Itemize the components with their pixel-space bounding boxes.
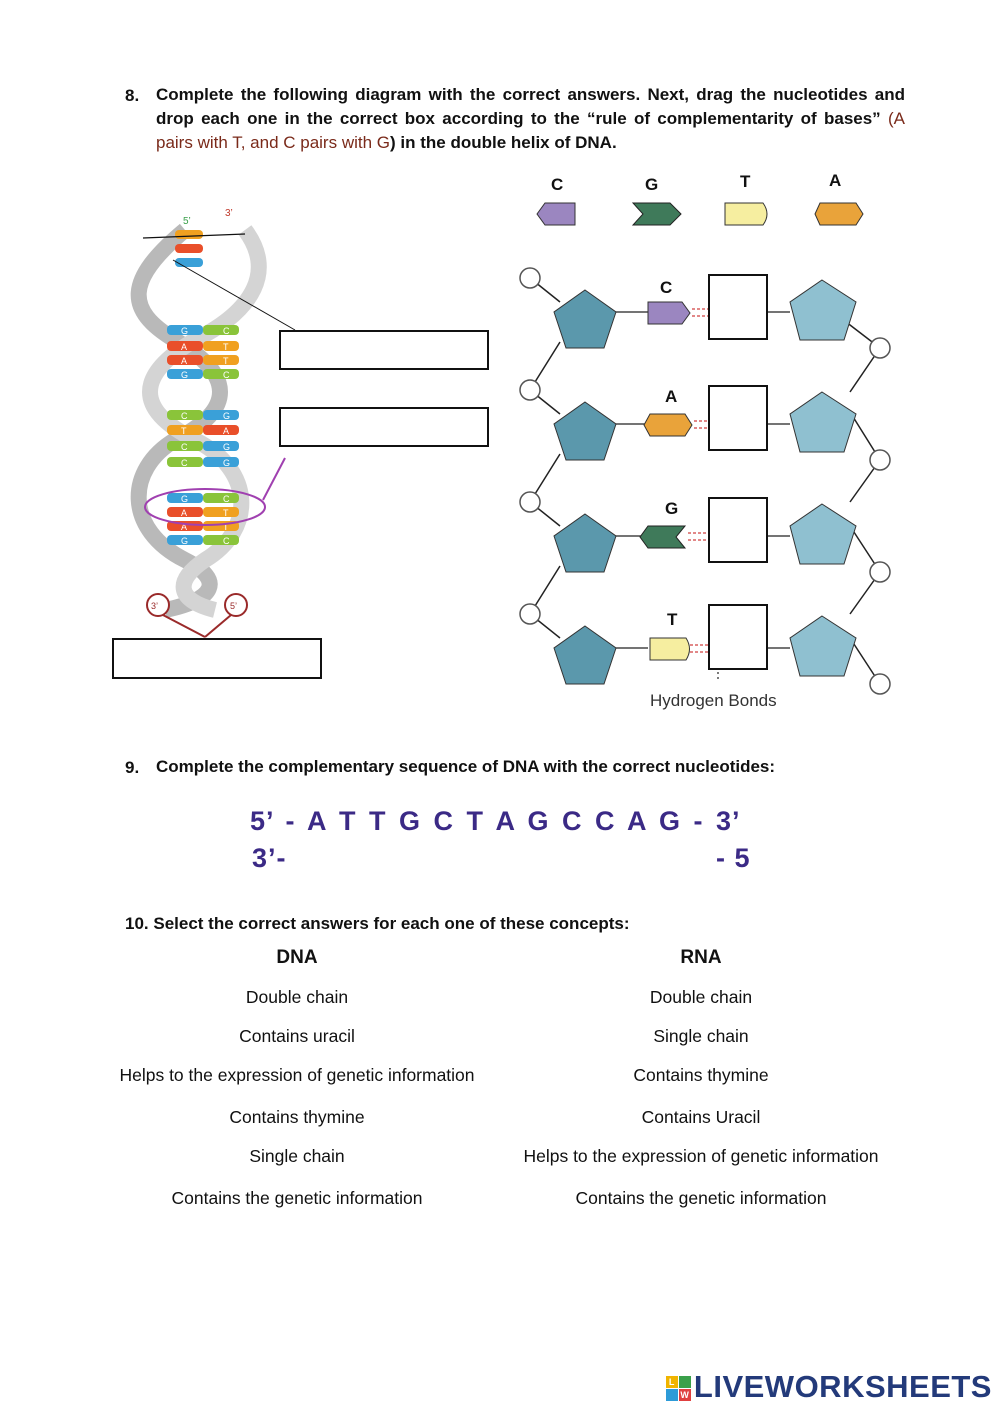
helix-answer-box-2[interactable]	[279, 407, 489, 447]
q8-number: 8.	[125, 86, 140, 105]
helix-base-letter: C	[223, 536, 230, 546]
drop-box-2[interactable]	[708, 385, 768, 451]
helix-base	[175, 230, 203, 239]
helix-base-letter: G	[181, 494, 189, 504]
helix-base-letter: G	[181, 536, 189, 546]
helix-base	[203, 493, 239, 503]
dna-option[interactable]: Helps to the expression of genetic information	[119, 1065, 475, 1085]
palette-label-g: G	[645, 175, 659, 194]
helix-label-5prime: 5’	[183, 216, 191, 227]
draggable-nucleotide-t[interactable]	[725, 203, 767, 225]
ladder-nucleotide-g	[640, 526, 685, 548]
helix-base	[203, 410, 239, 420]
helix-base	[203, 535, 239, 545]
helix-end-label: 5’	[230, 601, 238, 611]
dna-option[interactable]: Contains thymine	[229, 1107, 365, 1127]
q8-instructions	[156, 83, 905, 155]
palette-label-c: C	[551, 175, 564, 194]
helix-pointer-line	[163, 615, 205, 637]
drop-box-3[interactable]	[708, 497, 768, 563]
ladder-nucleotide-c	[648, 302, 690, 324]
helix-base-letter: G	[223, 442, 231, 452]
rna-option[interactable]: Helps to the expression of genetic information	[523, 1146, 879, 1166]
logo-grid-icon: L W	[666, 1376, 691, 1401]
helix-base-letter: C	[223, 326, 230, 336]
helix-answer-box-3[interactable]	[112, 638, 322, 679]
helix-label-3prime: 3’	[225, 208, 233, 219]
helix-base-letter: A	[181, 342, 188, 352]
palette-label-t: T	[740, 172, 751, 191]
drop-box-1[interactable]	[708, 274, 768, 340]
dna-option[interactable]: Single chain	[249, 1146, 345, 1166]
q10-instructions: 10. Select the correct answers for each one of these concepts:	[125, 914, 630, 933]
helix-base	[203, 369, 239, 379]
helix-base	[175, 244, 203, 253]
helix-base-letter: T	[223, 508, 229, 518]
rna-option[interactable]: Single chain	[653, 1026, 749, 1046]
sequence-line-2-start: 3’-	[252, 843, 287, 873]
ladder-label-g: G	[665, 499, 679, 518]
helix-base-letter: G	[223, 411, 231, 421]
sequence-line-1: 5’ - A T T G C T A G C C A G - 3’	[250, 806, 741, 836]
helix-base-letter: C	[223, 370, 230, 380]
helix-pointer-line	[205, 615, 231, 637]
complementary-sequence-input[interactable]	[292, 842, 710, 874]
dna-option[interactable]: Contains uracil	[239, 1026, 355, 1046]
rna-column-header: RNA	[680, 947, 722, 968]
helix-base-letter: A	[181, 356, 188, 366]
rna-option[interactable]: Contains Uracil	[641, 1107, 761, 1127]
sequence-line-2-end: - 5	[716, 843, 751, 873]
helix-base-letter: G	[181, 326, 189, 336]
rna-option[interactable]: Contains thymine	[633, 1065, 769, 1085]
draggable-nucleotide-c[interactable]	[537, 203, 575, 225]
dna-option[interactable]: Double chain	[245, 987, 349, 1007]
liveworksheets-logo	[666, 1369, 992, 1405]
dna-option[interactable]: Contains the genetic information	[171, 1188, 423, 1208]
helix-base-letter: A	[223, 426, 230, 436]
q8-text-brown: (A pairs with T, and C pairs with G	[156, 109, 905, 152]
helix-base-letter: G	[223, 458, 231, 468]
helix-base-letter: C	[223, 494, 230, 504]
ladder-nucleotide-a	[644, 414, 692, 436]
helix-base-letter: A	[181, 522, 188, 532]
helix-pointer-line	[263, 458, 285, 500]
helix-base	[203, 425, 239, 435]
dna-helix-illustration	[105, 200, 305, 640]
ladder-label-c: C	[660, 278, 673, 297]
ladder-label-t: T	[667, 610, 678, 629]
q9-instructions: Complete the complementary sequence of DNA with the correct nucleotides:	[156, 757, 776, 776]
drop-box-4[interactable]	[708, 604, 768, 670]
q9-number: 9.	[125, 758, 140, 777]
helix-base	[203, 507, 239, 517]
dna-ladder-diagram	[510, 262, 895, 702]
helix-base-letter: C	[181, 442, 188, 452]
logo-text: LIVEWORKSHEETS	[693, 1369, 992, 1404]
q8-text-2: ) in the double helix of DNA.	[390, 133, 617, 152]
helix-base-letter: A	[181, 508, 188, 518]
helix-base	[203, 441, 239, 451]
helix-base	[203, 325, 239, 335]
helix-base	[175, 258, 203, 267]
ladder-nucleotide-t	[650, 638, 690, 660]
helix-base	[203, 341, 239, 351]
draggable-nucleotide-a[interactable]	[815, 203, 863, 225]
helix-base	[203, 355, 239, 365]
palette-label-a: A	[829, 171, 842, 190]
q8-text-1: Complete the following diagram with the correct answers. Next, drag the nucleotides and drop each one in the correct box according to the “rule of complementarity of bases”	[156, 85, 905, 128]
rna-option[interactable]: Double chain	[649, 987, 753, 1007]
dna-column-header: DNA	[276, 947, 318, 968]
ladder-label-a: A	[665, 387, 678, 406]
helix-answer-box-1[interactable]	[279, 330, 489, 370]
nucleotide-palette	[525, 195, 870, 233]
helix-base-letter: T	[223, 522, 229, 532]
helix-base-letter: T	[181, 426, 187, 436]
hydrogen-bonds-label: Hydrogen Bonds	[650, 691, 777, 710]
helix-base-letter: G	[181, 370, 189, 380]
helix-base-letter: C	[181, 458, 188, 468]
helix-end-label: 3’	[151, 601, 159, 611]
helix-base	[203, 457, 239, 467]
rna-option[interactable]: Contains the genetic information	[575, 1188, 827, 1208]
draggable-nucleotide-g[interactable]	[633, 203, 681, 225]
helix-base-letter: T	[223, 342, 229, 352]
helix-base-letter: T	[223, 356, 229, 366]
helix-base-letter: C	[181, 411, 188, 421]
